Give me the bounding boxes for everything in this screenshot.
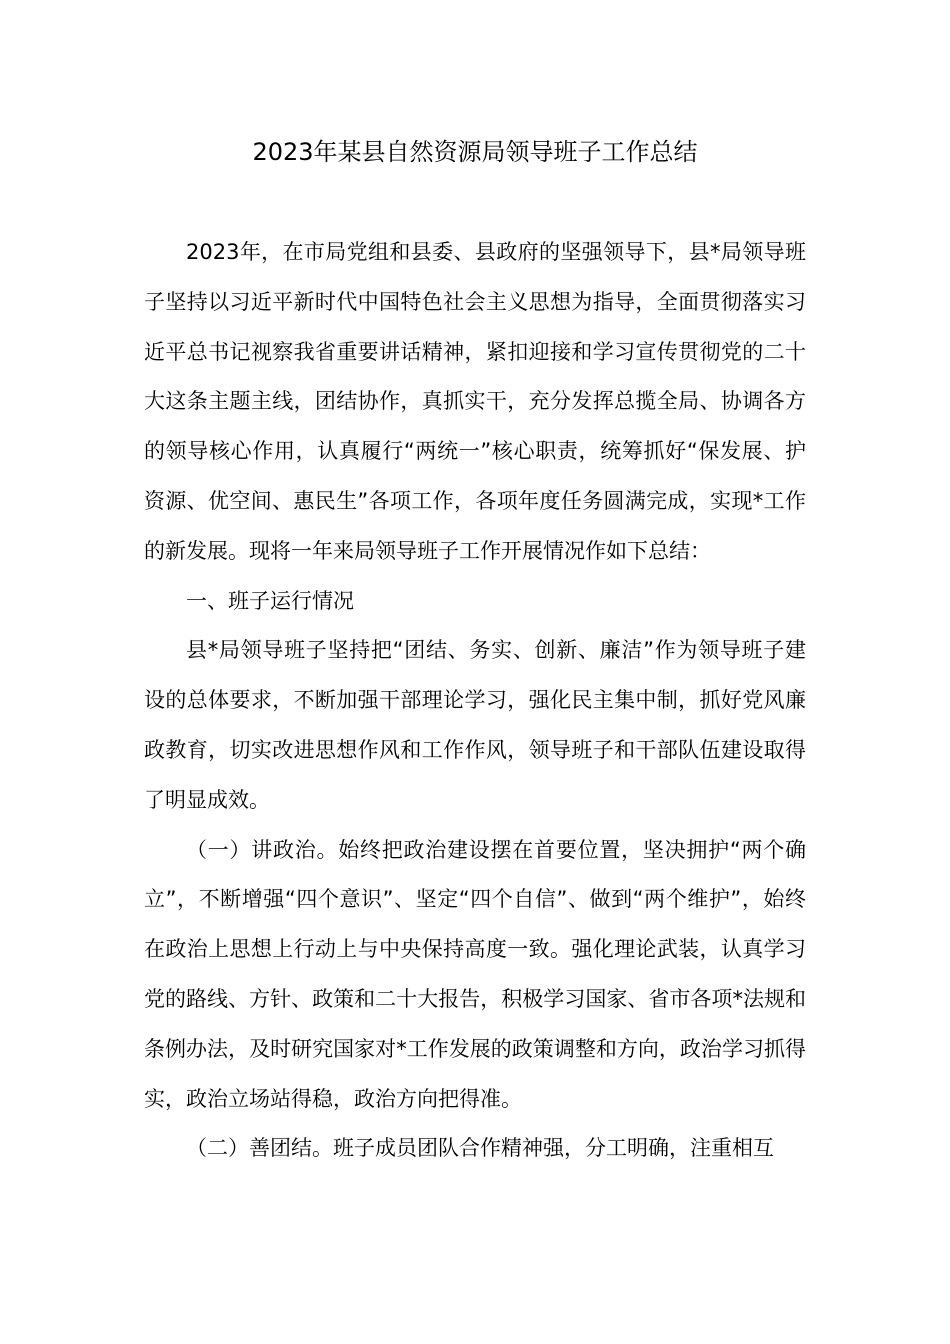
paragraph-politics: （一）讲政治。始终把政治建设摆在首要位置，坚决拥护“两个确立”，不断增强“四个意识”、坚定“四个自信”、做到“两个维护”，始终在政治上思想上行动上与中央保持高度一致。强化理论武装，认真学习党的路线、方针、政策和二十大报告，积极学习国家、省市各项*法规和条例办法，及时研究国家对*工作发展的政策调整和方向，政治学习抓得实，政治立场站得稳，政治方向把得准。 — [144, 837, 806, 1111]
document-title: 2023年某县自然资源局领导班子工作总结 — [252, 138, 698, 166]
section-heading-team-operation: 一、班子运行情况 — [186, 588, 354, 613]
paragraph-intro: 2023年，在市局党组和县委、县政府的坚强领导下，县*局领导班子坚持以习近平新时代中国特色社会主义思想为指导，全面贯彻落实习近平总书记视察我省重要讲话精神，紧扣迎接和学习宣传贯彻党的二十大这条主题主线，团结协作，真抓实干，充分发挥总揽全局、协调各方的领导核心作用，认真履行“两统一”核心职责，统筹抓好“保发展、护资源、优空间、惠民生”各项工作，各项年度任务圆满完成，实现*工作的新发展。现将一年来局领导班子工作开展情况作如下总结： — [144, 240, 806, 563]
paragraph-team-overview: 县*局领导班子坚持把“团结、务实、创新、廉洁”作为领导班子建设的总体要求，不断加强干部理论学习，强化民主集中制，抓好党风廉政教育，切实改进思想作风和工作作风，领导班子和干部队伍建设取得了明显成效。 — [144, 638, 806, 812]
paragraph-unity: （二）善团结。班子成员团队合作精神强，分工明确，注重相互 — [186, 1136, 774, 1161]
document-body — [144, 228, 806, 1174]
